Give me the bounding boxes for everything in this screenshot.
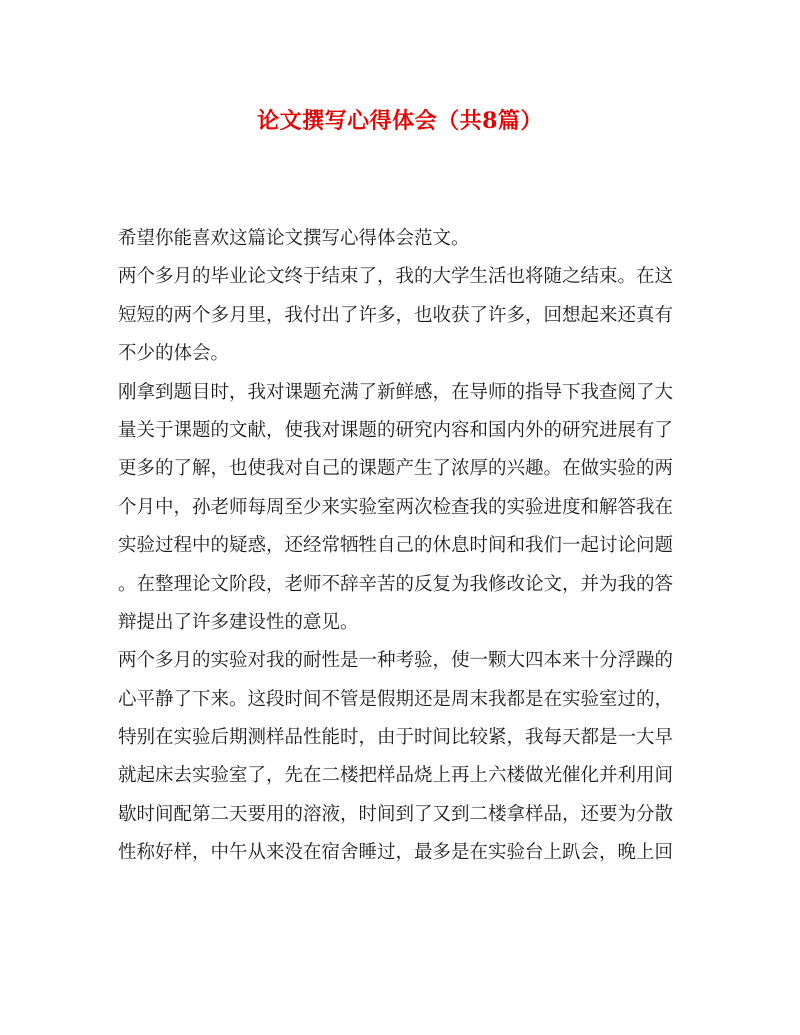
body-line: 特别在实验后期测样品性能时，由于时间比较紧，我每天都是一大早	[118, 727, 674, 749]
body-line: 就起床去实验室了，先在二楼把样品烧上再上六楼做光催化并利用间	[118, 765, 674, 787]
body-line: 个月中，孙老师每周至少来实验室两次检查我的实验进度和解答我在	[118, 496, 674, 518]
body-line: 心平静了下来。这段时间不管是假期还是周末我都是在实验室过的，	[118, 688, 674, 710]
body-line: 辩提出了许多建设性的意见。	[118, 611, 359, 633]
body-line: 歇时间配第二天要用的溶液，时间到了又到二楼拿样品，还要为分散	[118, 803, 674, 825]
body-line: 量关于课题的文献，使我对课题的研究内容和国内外的研究进展有了	[118, 419, 674, 441]
body-line: 两个多月的毕业论文终于结束了，我的大学生活也将随之结束。在这	[118, 266, 674, 288]
body-line: 短短的两个多月里，我付出了许多，也收获了许多，回想起来还真有	[118, 304, 674, 326]
body-line: 实验过程中的疑惑，还经常牺牲自己的休息时间和我们一起讨论问题	[118, 535, 674, 557]
body-line: 希望你能喜欢这篇论文撰写心得体会范文。	[118, 228, 470, 249]
body-line: 更多的了解，也使我对自己的课题产生了浓厚的兴趣。在做实验的两	[118, 458, 674, 480]
body-line: 刚拿到题目时，我对课题充满了新鲜感，在导师的指导下我查阅了大	[118, 381, 674, 403]
body-line: 不少的体会。	[118, 343, 230, 365]
body-line: 性称好样，中午从来没在宿舍睡过，最多是在实验台上趴会，晚上回	[118, 842, 674, 864]
body-line: 。在整理论文阶段，老师不辞辛苦的反复为我修改论文，并为我的答	[118, 573, 674, 595]
document-title: 论文撰写心得体会（共8篇）	[257, 108, 543, 134]
document-body	[118, 220, 688, 873]
body-line: 两个多月的实验对我的耐性是一种考验，使一颗大四本来十分浮躁的	[118, 650, 674, 672]
